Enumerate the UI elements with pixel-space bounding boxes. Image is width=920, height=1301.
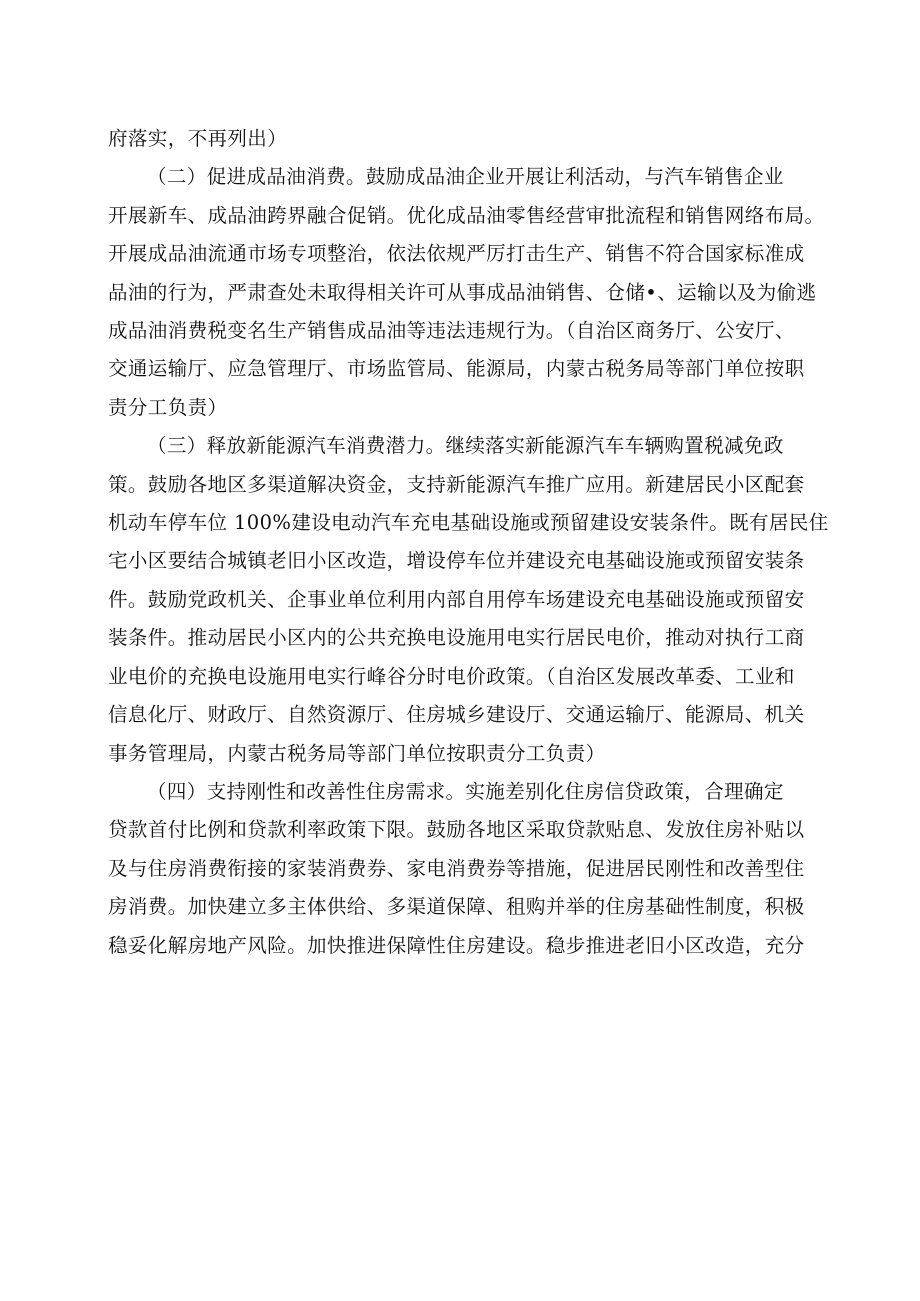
text-line: 事务管理局，内蒙古税务局等部门单位按职责分工负责） <box>108 741 606 765</box>
text-line: 房消费。加快建立多主体供给、多渠道保障、租购并举的住房基础性制度，积极 <box>108 895 805 919</box>
text-line: 装条件。推动居民小区内的公共充换电设施用电实行居民电价，推动对执行工商 <box>108 626 805 650</box>
text-line: （二）促进成品油消费。鼓励成品油企业开展让利活动，与汽车销售企业 <box>147 165 784 189</box>
text-line: 信息化厅、财政厅、自然资源厅、住房城乡建设厅、交通运输厅、能源局、机关 <box>108 703 805 727</box>
text-line: 交通运输厅、应急管理厅、市场监管局、能源局，内蒙古税务局等部门单位按职 <box>108 357 805 381</box>
text-line: 策。鼓励各地区多渠道解决资金，支持新能源汽车推广应用。新建居民小区配套 <box>108 472 805 496</box>
text-line: 责分工负责） <box>108 395 228 419</box>
paragraph-new-energy-vehicles <box>108 427 829 773</box>
text-line: 稳妥化解房地产风险。加快推进保障性住房建设。稳步推进老旧小区改造，充分 <box>108 933 805 957</box>
text-line: 业电价的充换电设施用电实行峰谷分时电价政策。（自治区发展改革委、工业和 <box>108 664 795 688</box>
text-line: 宅小区要结合城镇老旧小区改造，增设停车位并建设充电基础设施或预留安装条 <box>108 549 805 573</box>
text-line: 机动车停车位 100%建设电动汽车充电基础设施或预留建设安装条件。既有居民住 <box>108 511 829 535</box>
text-line: 件。鼓励党政机关、企事业单位利用内部自用停车场建设充电基础设施或预留安 <box>108 587 805 611</box>
paragraph-refined-oil <box>108 158 825 427</box>
paragraph-continuation <box>108 120 814 158</box>
text-line: （三）释放新能源汽车消费潜力。继续落实新能源汽车车辆购置税减免政 <box>147 434 784 458</box>
text-line: 贷款首付比例和贷款利率政策下限。鼓励各地区采取贷款贴息、发放住房补贴以 <box>108 818 805 842</box>
paragraph-housing-demand <box>108 773 814 965</box>
text-line: 品油的行为，严肃查处未取得相关许可从事成品油销售、仓储•、运输以及为偷逃 <box>108 280 817 304</box>
text-line: 及与住房消费衔接的家装消费券、家电消费券等措施，促进居民刚性和改善型住 <box>108 856 805 880</box>
text-line: 开展新车、成品油跨界融合促销。优化成品油零售经营审批流程和销售网络布局。 <box>108 203 825 227</box>
text-line: 府落实，不再列出） <box>108 127 288 150</box>
text-line: 成品油消费税变名生产销售成品油等违法违规行为。（自治区商务厅、公安厅、 <box>108 319 795 343</box>
text-line: 开展成品油流通市场专项整治，依法依规严厉打击生产、销售不符合国家标准成 <box>108 242 805 266</box>
text-line: （四）支持刚性和改善性住房需求。实施差别化住房信贷政策，合理确定 <box>147 779 784 803</box>
